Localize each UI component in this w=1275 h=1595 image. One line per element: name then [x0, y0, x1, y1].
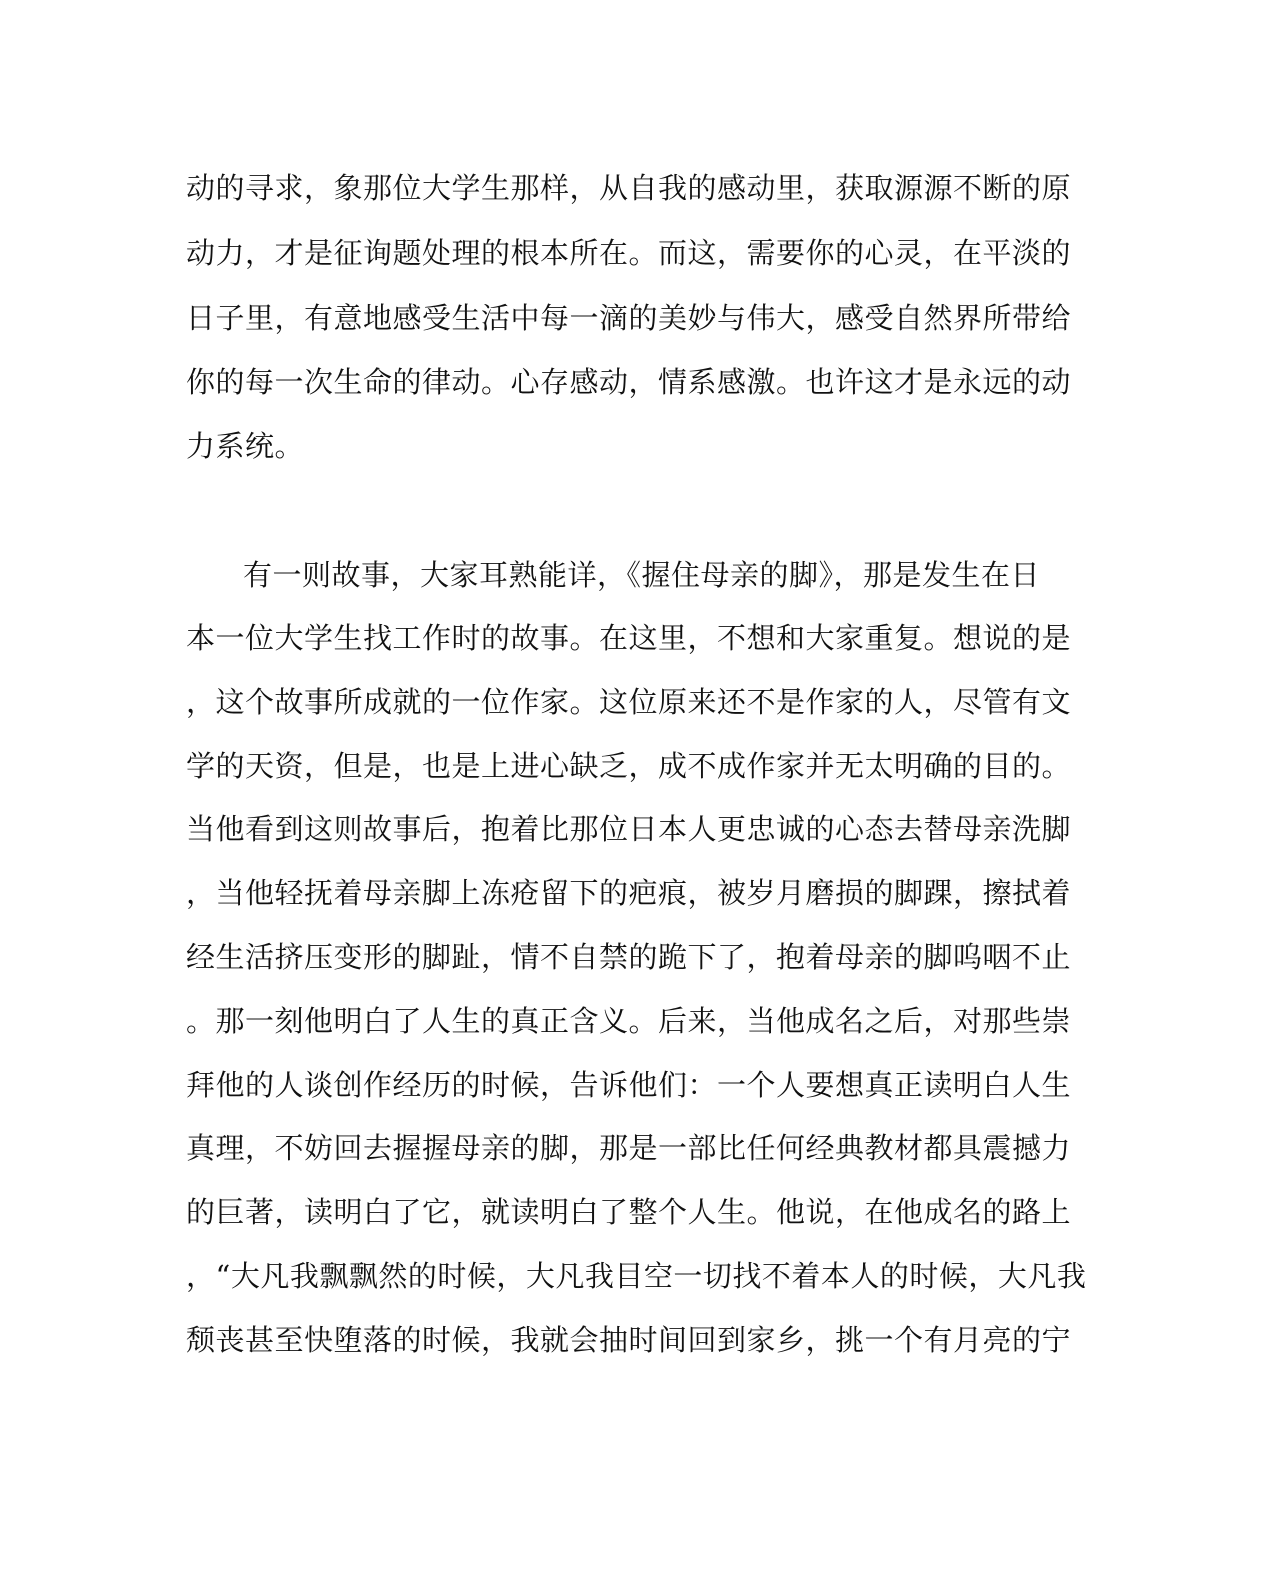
text-line: 你的每一次生命的律动。心存感动，情系感激。也许这才是永远的动: [186, 365, 1072, 399]
text-line: ，“大凡我飘飘然的时候，大凡我目空一切找不着本人的时候，大凡我: [186, 1259, 1087, 1293]
text-line: 本一位大学生找工作时的故事。在这里，不想和大家重复。想说的是: [186, 621, 1072, 655]
text-line: ，当他轻抚着母亲脚上冻疮留下的疤痕，被岁月磨损的脚踝，擦拭着: [186, 876, 1072, 910]
text-line: 颓丧甚至快堕落的时候，我就会抽时间回到家乡，挑一个有月亮的宁: [186, 1323, 1072, 1357]
text-line: 日子里，有意地感受生活中每一滴的美妙与伟大，感受自然界所带给: [186, 301, 1072, 335]
text-line: 的巨著，读明白了它，就读明白了整个人生。他说，在他成名的路上: [186, 1195, 1072, 1229]
text-line: 当他看到这则故事后，抱着比那位日本人更忠诚的心态去替母亲洗脚: [186, 812, 1072, 846]
text-line: 学的天资，但是，也是上进心缺乏，成不成作家并无太明确的目的。: [186, 749, 1072, 783]
text-line: 经生活挤压变形的脚趾，情不自禁的跪下了，抱着母亲的脚呜咽不止: [186, 940, 1072, 974]
text-line: 动的寻求，象那位大学生那样，从自我的感动里，获取源源不断的原: [186, 171, 1072, 205]
text-line: 拜他的人谈创作经历的时候，告诉他们：一个人要想真正读明白人生: [186, 1068, 1072, 1102]
text-line: 。那一刻他明白了人生的真正含义。后来，当他成名之后，对那些崇: [186, 1004, 1072, 1038]
text-line: ，这个故事所成就的一位作家。这位原来还不是作家的人，尽管有文: [186, 685, 1072, 719]
text-line: 真理，不妨回去握握母亲的脚，那是一部比任何经典教材都具震撼力: [186, 1131, 1072, 1165]
text-line: 动力，才是征询题处理的根本所在。而这，需要你的心灵，在平淡的: [186, 236, 1072, 270]
text-line: 有一则故事，大家耳熟能详，《握住母亲的脚》，那是发生在日: [243, 558, 1041, 592]
text-line: 力系统。: [186, 429, 305, 463]
